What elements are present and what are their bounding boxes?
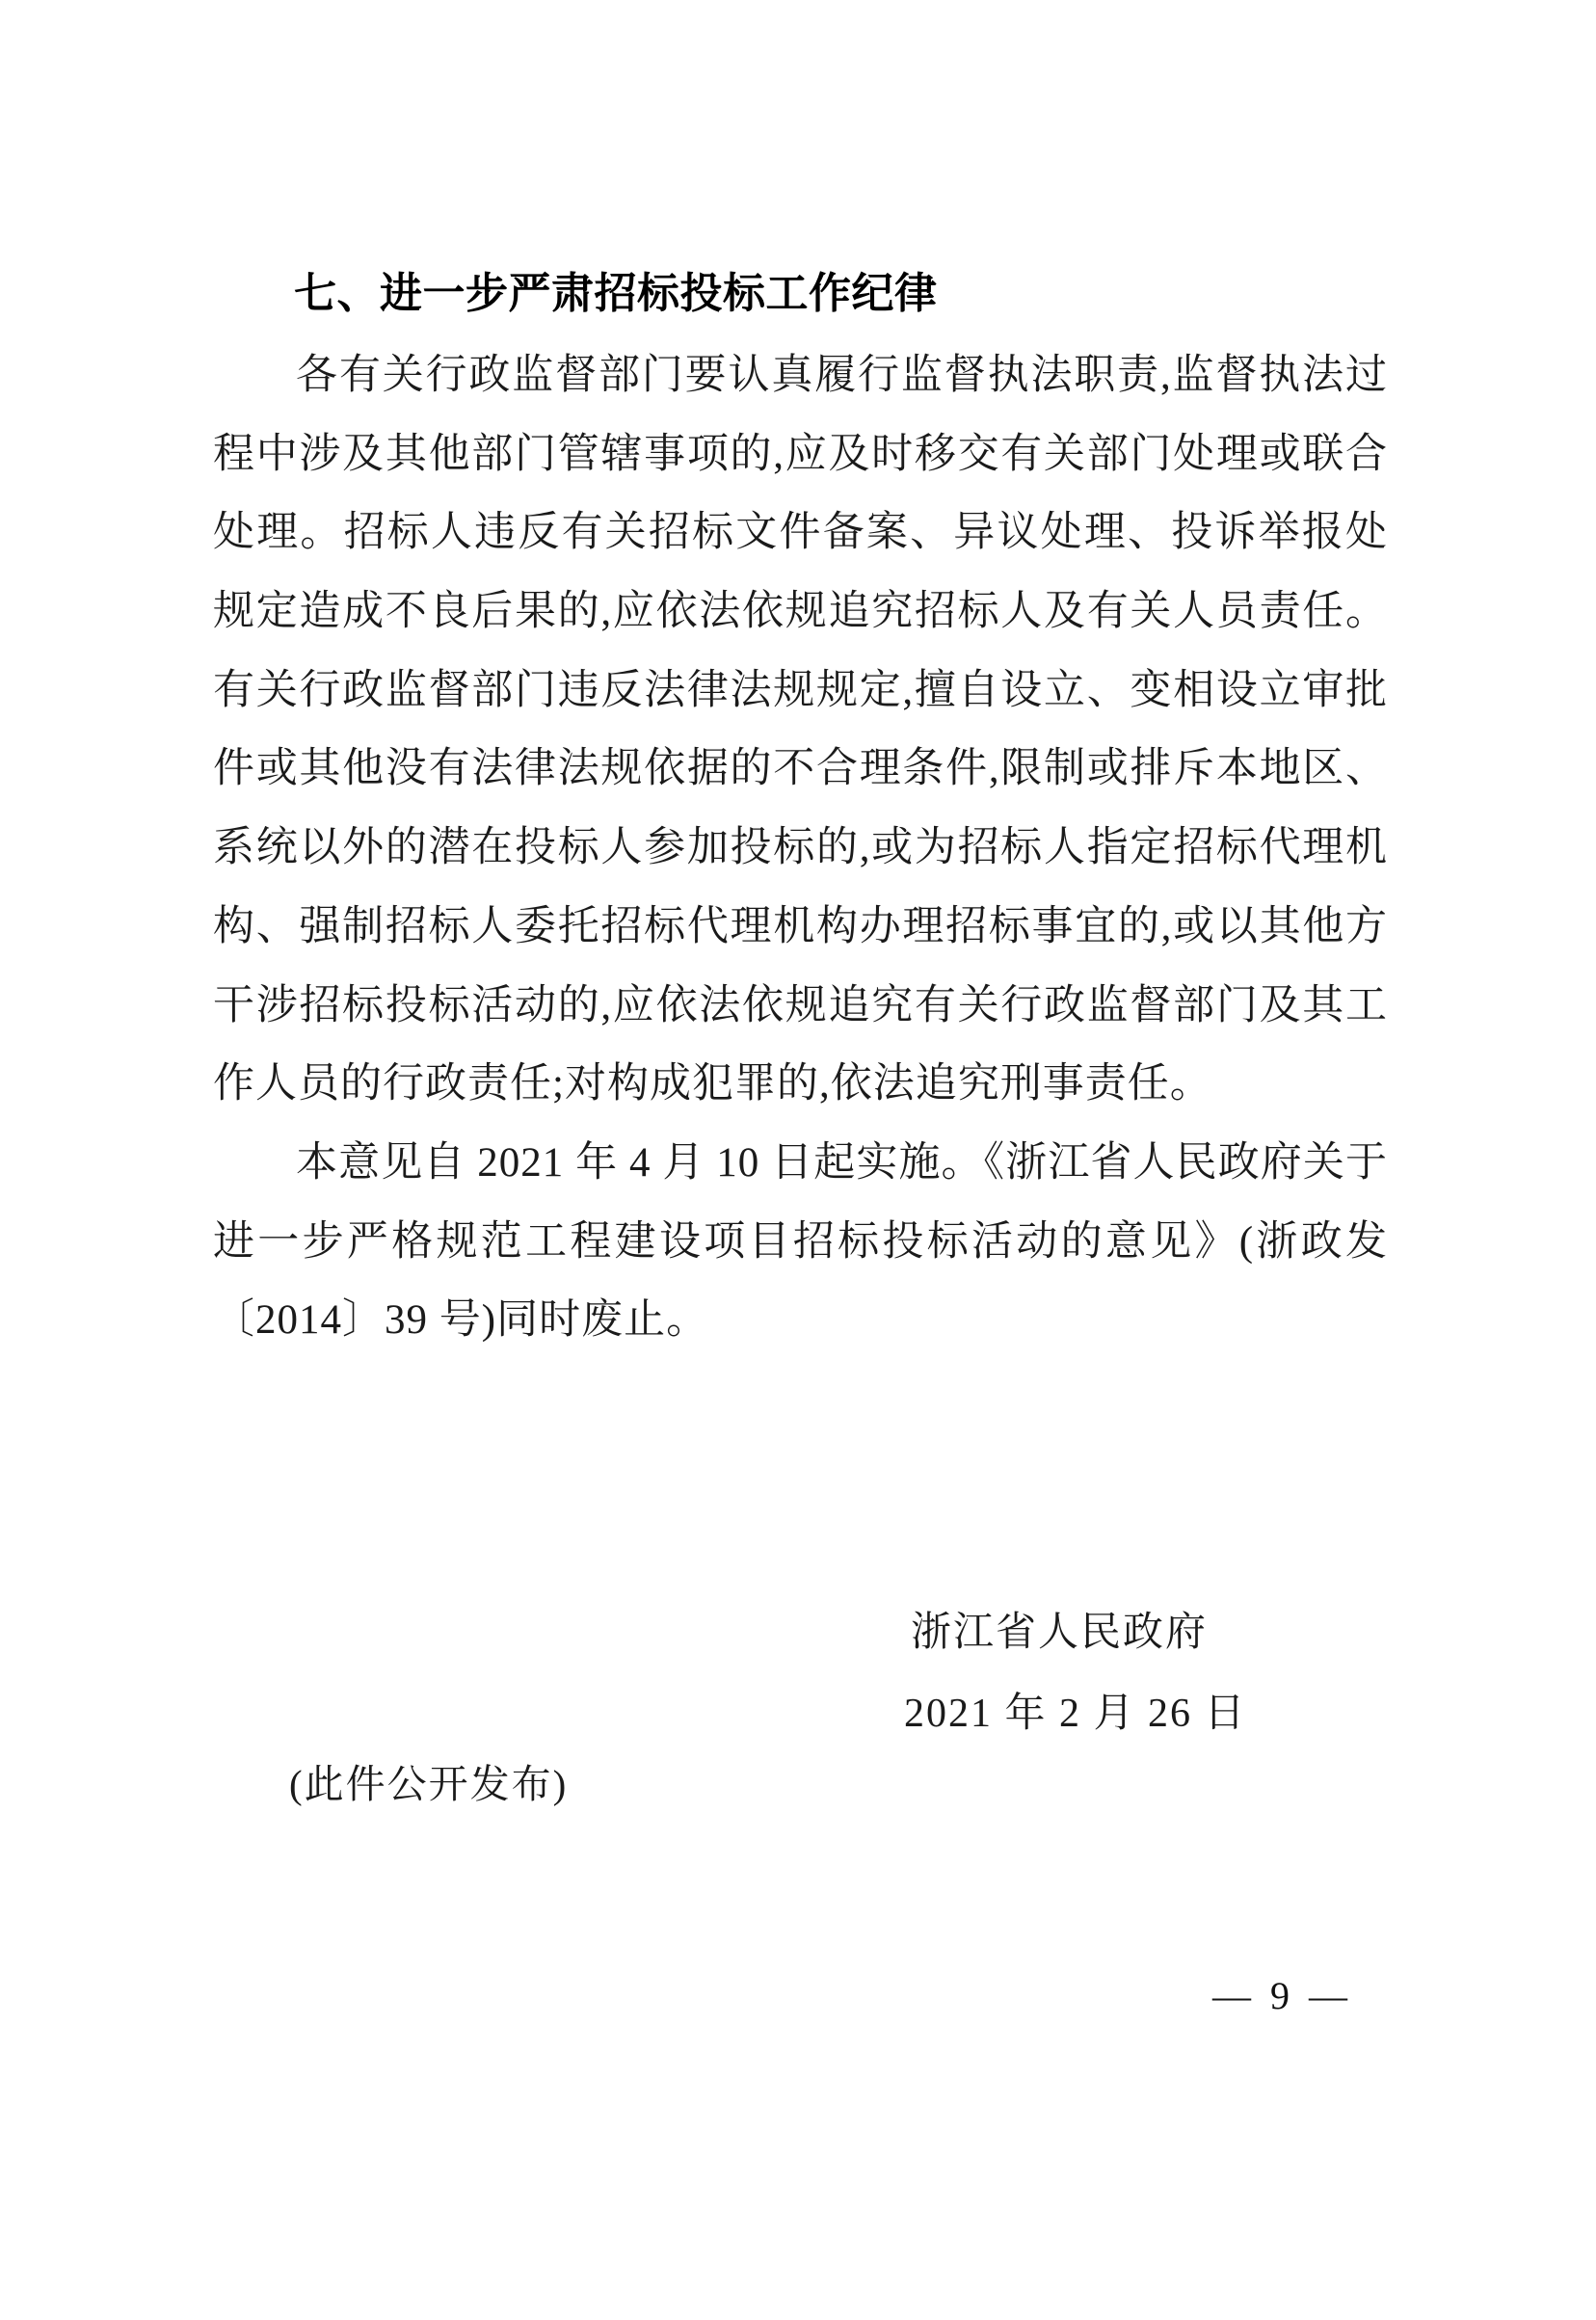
text-line: 进一步严格规范工程建设项目招标投标活动的意见》(浙政发 [213, 1218, 1388, 1265]
text-line: 〔2014〕39 号)同时废止。 [213, 1297, 709, 1344]
page-number: — 9 — [1212, 1974, 1352, 2017]
signature-issuer: 浙江省人民政府 [910, 1611, 1208, 1655]
text-line: 有关行政监督部门违反法律法规规定,擅自设立、变相设立审批 [213, 667, 1388, 713]
paragraph-implementation-date [213, 1124, 1388, 1360]
text-line: 件或其他没有法律法规依据的不合理条件,限制或排斥本地区、 [213, 746, 1388, 792]
text-line: 本意见自 2021 年 4 月 10 日起实施。《浙江省人民政府关于 [296, 1139, 1388, 1186]
text-line: 规定造成不良后果的,应依法依规追究招标人及有关人员责任。 [213, 589, 1388, 635]
text-line: 构、强制招标人委托招标代理机构办理招标事宜的,或以其他方 [213, 903, 1388, 949]
publish-note: (此件公开发布) [289, 1762, 569, 1806]
text-line: 系统以外的潜在投标人参加投标的,或为招标人指定招标代理机 [213, 825, 1388, 871]
document-body [213, 336, 1388, 1360]
signature-date: 2021 年 2 月 26 日 [904, 1692, 1247, 1736]
text-line: 处理。招标人违反有关招标文件备案、异议处理、投诉举报处 [213, 510, 1388, 556]
paragraph-supervision-discipline [213, 336, 1388, 1124]
text-line: 干涉招标投标活动的,应依法依规追究有关行政监督部门及其工 [213, 982, 1388, 1028]
text-line: 各有关行政监督部门要认真履行监督执法职责,监督执法过 [296, 353, 1388, 398]
text-line: 作人员的行政责任;对构成犯罪的,依法追究刑事责任。 [213, 1061, 1212, 1107]
signature-block [904, 1592, 1247, 1754]
text-line: 程中涉及其他部门管辖事项的,应及时移交有关部门处理或联合 [213, 431, 1388, 477]
section-heading: 七、进一步严肃招标投标工作纪律 [294, 270, 938, 317]
